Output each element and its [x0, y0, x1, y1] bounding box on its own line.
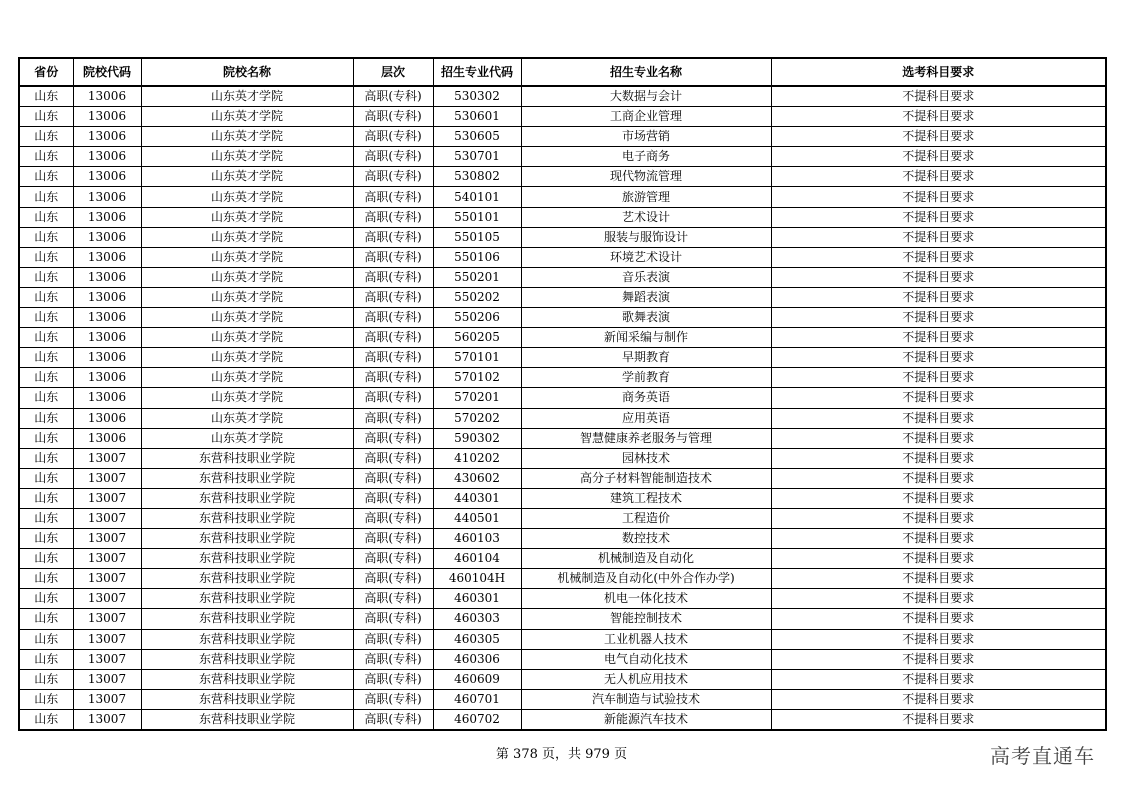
level-cell: 高职(专科): [353, 86, 433, 107]
level-cell: 高职(专科): [353, 287, 433, 307]
major-name-cell: 无人机应用技术: [521, 669, 771, 689]
school-code-cell: 13007: [73, 689, 141, 709]
major-code-cell: 570202: [433, 408, 521, 428]
subject-requirement-cell: 不提科目要求: [771, 267, 1106, 287]
major-code-cell: 570101: [433, 348, 521, 368]
subject-requirement-cell: 不提科目要求: [771, 127, 1106, 147]
school-name-cell: 东营科技职业学院: [141, 508, 353, 528]
school-code-cell: 13006: [73, 328, 141, 348]
subject-requirement-cell: 不提科目要求: [771, 428, 1106, 448]
table-row: [19, 529, 1106, 549]
major-code-cell: 570201: [433, 388, 521, 408]
major-name-cell: 工程造价: [521, 508, 771, 528]
province-cell: 山东: [19, 147, 73, 167]
admission-table-container: [18, 57, 1105, 731]
school-code-cell: 13006: [73, 227, 141, 247]
page-number: 第 378 页，共 979 页: [495, 747, 628, 762]
level-cell: 高职(专科): [353, 147, 433, 167]
major-name-cell: 汽车制造与试验技术: [521, 689, 771, 709]
major-name-cell: 大数据与会计: [521, 86, 771, 107]
major-code-cell: 460303: [433, 609, 521, 629]
table-row: [19, 569, 1106, 589]
major-code-cell: 440301: [433, 488, 521, 508]
table-row: [19, 408, 1106, 428]
header-school-name: 院校名称: [141, 58, 353, 86]
subject-requirement-cell: 不提科目要求: [771, 287, 1106, 307]
subject-requirement-cell: 不提科目要求: [771, 488, 1106, 508]
province-cell: 山东: [19, 388, 73, 408]
province-cell: 山东: [19, 488, 73, 508]
major-name-cell: 新能源汽车技术: [521, 709, 771, 730]
school-name-cell: 山东英才学院: [141, 167, 353, 187]
province-cell: 山东: [19, 669, 73, 689]
school-code-cell: 13006: [73, 428, 141, 448]
table-row: [19, 388, 1106, 408]
admission-table: [18, 57, 1107, 731]
school-name-cell: 山东英才学院: [141, 227, 353, 247]
level-cell: 高职(专科): [353, 609, 433, 629]
level-cell: 高职(专科): [353, 549, 433, 569]
level-cell: 高职(专科): [353, 368, 433, 388]
major-code-cell: 460301: [433, 589, 521, 609]
major-name-cell: 工业机器人技术: [521, 629, 771, 649]
school-name-cell: 东营科技职业学院: [141, 549, 353, 569]
school-code-cell: 13006: [73, 368, 141, 388]
subject-requirement-cell: 不提科目要求: [771, 649, 1106, 669]
school-name-cell: 山东英才学院: [141, 147, 353, 167]
major-name-cell: 歌舞表演: [521, 308, 771, 328]
school-code-cell: 13006: [73, 408, 141, 428]
major-name-cell: 新闻采编与制作: [521, 328, 771, 348]
school-name-cell: 东营科技职业学院: [141, 629, 353, 649]
table-row: [19, 328, 1106, 348]
school-code-cell: 13007: [73, 629, 141, 649]
major-name-cell: 环境艺术设计: [521, 247, 771, 267]
major-code-cell: 550201: [433, 267, 521, 287]
table-row: [19, 287, 1106, 307]
province-cell: 山东: [19, 448, 73, 468]
subject-requirement-cell: 不提科目要求: [771, 348, 1106, 368]
school-name-cell: 东营科技职业学院: [141, 649, 353, 669]
school-name-cell: 山东英才学院: [141, 207, 353, 227]
major-name-cell: 音乐表演: [521, 267, 771, 287]
subject-requirement-cell: 不提科目要求: [771, 549, 1106, 569]
subject-requirement-cell: 不提科目要求: [771, 529, 1106, 549]
table-row: [19, 147, 1106, 167]
province-cell: 山东: [19, 689, 73, 709]
header-school-code: 院校代码: [73, 58, 141, 86]
table-row: [19, 448, 1106, 468]
school-name-cell: 山东英才学院: [141, 287, 353, 307]
major-name-cell: 应用英语: [521, 408, 771, 428]
school-name-cell: 东营科技职业学院: [141, 589, 353, 609]
header-subject-requirement: 选考科目要求: [771, 58, 1106, 86]
table-header-row: [19, 58, 1106, 86]
table-row: [19, 167, 1106, 187]
school-name-cell: 山东英才学院: [141, 247, 353, 267]
subject-requirement-cell: 不提科目要求: [771, 669, 1106, 689]
subject-requirement-cell: 不提科目要求: [771, 147, 1106, 167]
province-cell: 山东: [19, 107, 73, 127]
province-cell: 山东: [19, 649, 73, 669]
table-row: [19, 468, 1106, 488]
level-cell: 高职(专科): [353, 428, 433, 448]
province-cell: 山东: [19, 508, 73, 528]
major-code-cell: 460103: [433, 529, 521, 549]
school-name-cell: 东营科技职业学院: [141, 709, 353, 730]
major-name-cell: 数控技术: [521, 529, 771, 549]
school-name-cell: 东营科技职业学院: [141, 448, 353, 468]
level-cell: 高职(专科): [353, 247, 433, 267]
subject-requirement-cell: 不提科目要求: [771, 368, 1106, 388]
school-code-cell: 13006: [73, 107, 141, 127]
level-cell: 高职(专科): [353, 207, 433, 227]
school-code-cell: 13006: [73, 207, 141, 227]
major-code-cell: 460306: [433, 649, 521, 669]
school-name-cell: 山东英才学院: [141, 428, 353, 448]
subject-requirement-cell: 不提科目要求: [771, 569, 1106, 589]
subject-requirement-cell: 不提科目要求: [771, 167, 1106, 187]
level-cell: 高职(专科): [353, 348, 433, 368]
level-cell: 高职(专科): [353, 569, 433, 589]
province-cell: 山东: [19, 207, 73, 227]
level-cell: 高职(专科): [353, 468, 433, 488]
level-cell: 高职(专科): [353, 488, 433, 508]
school-name-cell: 山东英才学院: [141, 107, 353, 127]
major-code-cell: 410202: [433, 448, 521, 468]
header-major-name: 招生专业名称: [521, 58, 771, 86]
major-name-cell: 机械制造及自动化: [521, 549, 771, 569]
province-cell: 山东: [19, 328, 73, 348]
subject-requirement-cell: 不提科目要求: [771, 448, 1106, 468]
province-cell: 山东: [19, 609, 73, 629]
school-code-cell: 13006: [73, 167, 141, 187]
major-name-cell: 建筑工程技术: [521, 488, 771, 508]
table-row: [19, 649, 1106, 669]
level-cell: 高职(专科): [353, 388, 433, 408]
school-name-cell: 山东英才学院: [141, 127, 353, 147]
major-name-cell: 智能控制技术: [521, 609, 771, 629]
school-name-cell: 东营科技职业学院: [141, 669, 353, 689]
major-code-cell: 460305: [433, 629, 521, 649]
major-code-cell: 430602: [433, 468, 521, 488]
school-code-cell: 13007: [73, 589, 141, 609]
school-code-cell: 13006: [73, 147, 141, 167]
subject-requirement-cell: 不提科目要求: [771, 328, 1106, 348]
province-cell: 山东: [19, 549, 73, 569]
school-name-cell: 东营科技职业学院: [141, 569, 353, 589]
school-code-cell: 13007: [73, 448, 141, 468]
level-cell: 高职(专科): [353, 127, 433, 147]
major-code-cell: 460104H: [433, 569, 521, 589]
level-cell: 高职(专科): [353, 267, 433, 287]
subject-requirement-cell: 不提科目要求: [771, 247, 1106, 267]
school-code-cell: 13007: [73, 649, 141, 669]
school-code-cell: 13007: [73, 529, 141, 549]
level-cell: 高职(专科): [353, 328, 433, 348]
school-code-cell: 13006: [73, 267, 141, 287]
level-cell: 高职(专科): [353, 167, 433, 187]
major-name-cell: 电气自动化技术: [521, 649, 771, 669]
header-major-code: 招生专业代码: [433, 58, 521, 86]
province-cell: 山东: [19, 187, 73, 207]
school-code-cell: 13007: [73, 669, 141, 689]
province-cell: 山东: [19, 569, 73, 589]
subject-requirement-cell: 不提科目要求: [771, 107, 1106, 127]
major-name-cell: 市场营销: [521, 127, 771, 147]
subject-requirement-cell: 不提科目要求: [771, 86, 1106, 107]
table-row: [19, 267, 1106, 287]
level-cell: 高职(专科): [353, 308, 433, 328]
school-code-cell: 13006: [73, 287, 141, 307]
major-code-cell: 550106: [433, 247, 521, 267]
school-name-cell: 山东英才学院: [141, 368, 353, 388]
major-name-cell: 机械制造及自动化(中外合作办学): [521, 569, 771, 589]
major-name-cell: 高分子材料智能制造技术: [521, 468, 771, 488]
school-name-cell: 山东英才学院: [141, 86, 353, 107]
table-row: [19, 609, 1106, 629]
school-name-cell: 山东英才学院: [141, 308, 353, 328]
subject-requirement-cell: 不提科目要求: [771, 709, 1106, 730]
school-name-cell: 东营科技职业学院: [141, 488, 353, 508]
province-cell: 山东: [19, 127, 73, 147]
major-name-cell: 智慧健康养老服务与管理: [521, 428, 771, 448]
subject-requirement-cell: 不提科目要求: [771, 388, 1106, 408]
major-code-cell: 530802: [433, 167, 521, 187]
major-code-cell: 460702: [433, 709, 521, 730]
province-cell: 山东: [19, 287, 73, 307]
major-code-cell: 460701: [433, 689, 521, 709]
major-code-cell: 440501: [433, 508, 521, 528]
table-row: [19, 127, 1106, 147]
province-cell: 山东: [19, 167, 73, 187]
school-name-cell: 东营科技职业学院: [141, 468, 353, 488]
table-row: [19, 689, 1106, 709]
level-cell: 高职(专科): [353, 448, 433, 468]
major-code-cell: 530701: [433, 147, 521, 167]
level-cell: 高职(专科): [353, 508, 433, 528]
table-row: [19, 589, 1106, 609]
major-code-cell: 530605: [433, 127, 521, 147]
school-code-cell: 13006: [73, 127, 141, 147]
school-code-cell: 13007: [73, 609, 141, 629]
level-cell: 高职(专科): [353, 689, 433, 709]
major-code-cell: 550101: [433, 207, 521, 227]
subject-requirement-cell: 不提科目要求: [771, 589, 1106, 609]
school-code-cell: 13006: [73, 86, 141, 107]
province-cell: 山东: [19, 348, 73, 368]
major-code-cell: 560205: [433, 328, 521, 348]
table-row: [19, 86, 1106, 107]
major-code-cell: 460609: [433, 669, 521, 689]
major-name-cell: 商务英语: [521, 388, 771, 408]
table-row: [19, 207, 1106, 227]
table-row: [19, 348, 1106, 368]
table-body: [19, 86, 1106, 730]
level-cell: 高职(专科): [353, 529, 433, 549]
table-row: [19, 629, 1106, 649]
school-code-cell: 13007: [73, 488, 141, 508]
school-code-cell: 13006: [73, 187, 141, 207]
province-cell: 山东: [19, 267, 73, 287]
province-cell: 山东: [19, 308, 73, 328]
subject-requirement-cell: 不提科目要求: [771, 629, 1106, 649]
school-code-cell: 13006: [73, 308, 141, 328]
major-code-cell: 550206: [433, 308, 521, 328]
major-name-cell: 早期教育: [521, 348, 771, 368]
province-cell: 山东: [19, 468, 73, 488]
table-row: [19, 669, 1106, 689]
school-name-cell: 山东英才学院: [141, 408, 353, 428]
major-name-cell: 服装与服饰设计: [521, 227, 771, 247]
school-name-cell: 山东英才学院: [141, 267, 353, 287]
level-cell: 高职(专科): [353, 669, 433, 689]
level-cell: 高职(专科): [353, 709, 433, 730]
level-cell: 高职(专科): [353, 408, 433, 428]
level-cell: 高职(专科): [353, 629, 433, 649]
major-code-cell: 460104: [433, 549, 521, 569]
major-name-cell: 现代物流管理: [521, 167, 771, 187]
level-cell: 高职(专科): [353, 589, 433, 609]
province-cell: 山东: [19, 629, 73, 649]
school-name-cell: 东营科技职业学院: [141, 529, 353, 549]
subject-requirement-cell: 不提科目要求: [771, 468, 1106, 488]
school-code-cell: 13006: [73, 348, 141, 368]
school-code-cell: 13006: [73, 247, 141, 267]
watermark: 高考直通车: [990, 744, 1095, 768]
major-code-cell: 540101: [433, 187, 521, 207]
header-province: 省份: [19, 58, 73, 86]
school-name-cell: 东营科技职业学院: [141, 689, 353, 709]
major-name-cell: 艺术设计: [521, 207, 771, 227]
province-cell: 山东: [19, 227, 73, 247]
province-cell: 山东: [19, 428, 73, 448]
major-name-cell: 电子商务: [521, 147, 771, 167]
major-name-cell: 机电一体化技术: [521, 589, 771, 609]
school-code-cell: 13006: [73, 388, 141, 408]
header-level: 层次: [353, 58, 433, 86]
school-name-cell: 山东英才学院: [141, 328, 353, 348]
table-row: [19, 308, 1106, 328]
major-code-cell: 530601: [433, 107, 521, 127]
major-code-cell: 570102: [433, 368, 521, 388]
province-cell: 山东: [19, 86, 73, 107]
table-row: [19, 107, 1106, 127]
level-cell: 高职(专科): [353, 107, 433, 127]
level-cell: 高职(专科): [353, 227, 433, 247]
school-code-cell: 13007: [73, 709, 141, 730]
school-code-cell: 13007: [73, 569, 141, 589]
level-cell: 高职(专科): [353, 187, 433, 207]
table-row: [19, 247, 1106, 267]
subject-requirement-cell: 不提科目要求: [771, 187, 1106, 207]
school-name-cell: 山东英才学院: [141, 187, 353, 207]
major-name-cell: 工商企业管理: [521, 107, 771, 127]
school-code-cell: 13007: [73, 549, 141, 569]
table-row: [19, 508, 1106, 528]
subject-requirement-cell: 不提科目要求: [771, 408, 1106, 428]
school-code-cell: 13007: [73, 508, 141, 528]
subject-requirement-cell: 不提科目要求: [771, 227, 1106, 247]
major-code-cell: 550105: [433, 227, 521, 247]
school-name-cell: 山东英才学院: [141, 348, 353, 368]
table-row: [19, 549, 1106, 569]
major-code-cell: 550202: [433, 287, 521, 307]
subject-requirement-cell: 不提科目要求: [771, 508, 1106, 528]
table-row: [19, 488, 1106, 508]
major-name-cell: 旅游管理: [521, 187, 771, 207]
province-cell: 山东: [19, 368, 73, 388]
school-name-cell: 山东英才学院: [141, 388, 353, 408]
subject-requirement-cell: 不提科目要求: [771, 689, 1106, 709]
level-cell: 高职(专科): [353, 649, 433, 669]
major-name-cell: 园林技术: [521, 448, 771, 468]
subject-requirement-cell: 不提科目要求: [771, 308, 1106, 328]
subject-requirement-cell: 不提科目要求: [771, 207, 1106, 227]
major-code-cell: 590302: [433, 428, 521, 448]
school-name-cell: 东营科技职业学院: [141, 609, 353, 629]
table-row: [19, 227, 1106, 247]
major-name-cell: 学前教育: [521, 368, 771, 388]
subject-requirement-cell: 不提科目要求: [771, 609, 1106, 629]
table-row: [19, 428, 1106, 448]
major-name-cell: 舞蹈表演: [521, 287, 771, 307]
province-cell: 山东: [19, 589, 73, 609]
table-row: [19, 709, 1106, 730]
table-row: [19, 187, 1106, 207]
province-cell: 山东: [19, 709, 73, 730]
province-cell: 山东: [19, 408, 73, 428]
province-cell: 山东: [19, 247, 73, 267]
province-cell: 山东: [19, 529, 73, 549]
table-row: [19, 368, 1106, 388]
school-code-cell: 13007: [73, 468, 141, 488]
major-code-cell: 530302: [433, 86, 521, 107]
